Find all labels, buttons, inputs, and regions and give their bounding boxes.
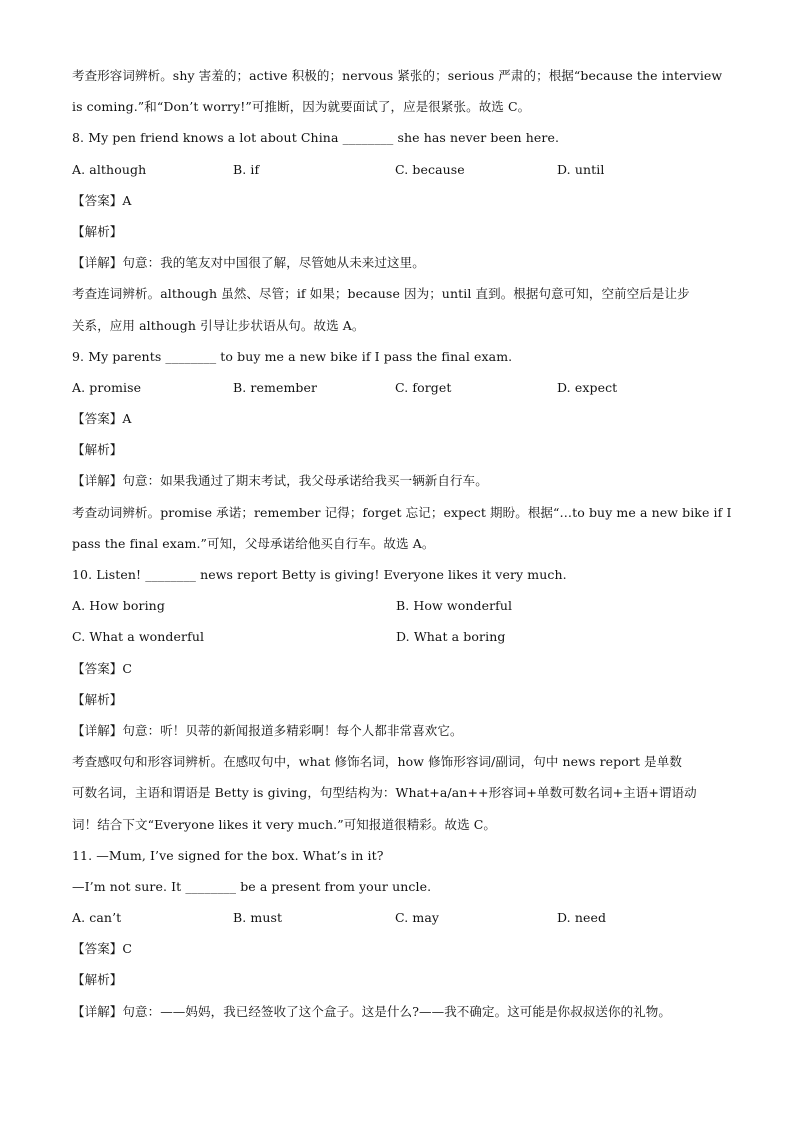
text-line: 词！结合下文“Everyone likes it very much.”可知报道很精彩。故选 C。 (72, 816, 497, 832)
text-line: 【解析】 (72, 691, 123, 707)
text-line: 【答案】C (72, 660, 133, 676)
answer-option: D. until (557, 161, 605, 177)
text-line: 9. My parents ________ to buy me a new bike if I pass the final exam. (72, 348, 513, 364)
text-line: 【详解】句意：听！贝蒂的新闻报道多精彩啊！每个人都非常喜欢它。 (72, 722, 463, 738)
text-line: 【详解】句意：我的笔友对中国很了解，尽管她从未来过这里。 (72, 255, 425, 271)
answer-options (72, 902, 732, 933)
text-line: 考查连词辨析。although 虽然、尽管；if 如果；because 因为；until 直到。根据句意可知，空前空后是让步 (72, 286, 690, 302)
text-line: 【答案】C (72, 941, 133, 957)
text-line: 【详解】句意：——妈妈，我已经签收了这个盒子。这是什么?——我不确定。这可能是你叔叔送你的礼物。 (72, 1003, 672, 1019)
text-line: is coming.”和“Don’t worry!”可推断，因为就要面试了，应是很紧张。故选 C。 (72, 99, 531, 115)
text-line: 可数名词，主语和谓语是 Betty is giving，句型结构为：What+a/an++形容词+单数可数名词+主语+谓语动 (72, 785, 697, 801)
text-line: 【解析】 (72, 223, 123, 239)
text-line: 11. —Mum, I’ve signed for the box. What’s in it? (72, 847, 384, 863)
answer-option: D. What a boring (396, 629, 506, 645)
answer-option: C. may (395, 910, 440, 926)
answer-option: C. What a wonderful (72, 629, 205, 645)
answer-option: C. because (395, 161, 465, 177)
text-line: 【详解】句意：如果我通过了期末考试，我父母承诺给我买一辆新自行车。 (72, 473, 488, 489)
text-line: 8. My pen friend knows a lot about China ________ she has never been here. (72, 130, 560, 146)
text-line: pass the final exam.”可知，父母承诺给他买自行车。故选 A。 (72, 535, 435, 551)
answer-options (72, 590, 732, 621)
answer-option: A. How boring (72, 598, 165, 614)
answer-option: C. forget (395, 379, 452, 395)
answer-option: D. expect (557, 379, 618, 395)
text-line: 【解析】 (72, 972, 123, 988)
answer-option: B. must (233, 910, 283, 926)
text-line: 10. Listen! ________ news report Betty is giving! Everyone likes it very much. (72, 567, 567, 582)
answer-options (72, 621, 732, 652)
answer-option: D. need (557, 910, 607, 926)
text-line: 关系，应用 although 引导让步状语从句。故选 A。 (72, 317, 365, 333)
text-line: 考查动词辨析。promise 承诺；remember 记得；forget 忘记；expect 期盼。根据“…to buy me a new bike if I (72, 504, 732, 520)
answer-option: A. promise (72, 379, 142, 395)
document-page (72, 60, 732, 1027)
answer-option: B. if (233, 161, 260, 177)
text-line: 【答案】A (72, 192, 132, 208)
text-line: —I’m not sure. It ________ be a present from your uncle. (72, 878, 432, 894)
answer-option: B. remember (233, 379, 318, 395)
answer-options (72, 372, 732, 403)
answer-option: A. although (72, 161, 147, 177)
answer-options (72, 154, 732, 185)
text-line: 【解析】 (72, 442, 123, 458)
text-line: 考查形容词辨析。shy 害羞的；active 积极的；nervous 紧张的；serious 严肃的；根据“because the interview (72, 68, 723, 83)
answer-option: A. can’t (72, 910, 122, 926)
answer-option: B. How wonderful (396, 598, 513, 614)
text-line: 【答案】A (72, 411, 132, 427)
text-line: 考查感叹句和形容词辨析。在感叹句中，what 修饰名词，how 修饰形容词/副词，句中 news report 是单数 (72, 754, 682, 770)
